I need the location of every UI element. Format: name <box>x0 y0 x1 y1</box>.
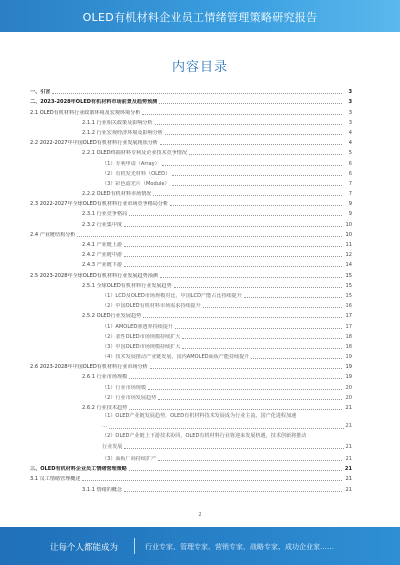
toc-leader-dots <box>153 195 342 196</box>
toc-page-number: 21 <box>345 486 352 493</box>
toc-page-number: 3 <box>348 109 352 116</box>
toc-entry-text: （2）OLED产业链上下游技术协同，OLED有机材料行业将迎来发展机遇，技术创新将推动 <box>102 433 307 440</box>
toc-leader-dots <box>124 226 342 227</box>
toc-entry-text: 2.3.1 行业竞争格局 <box>82 211 128 218</box>
toc-entry[interactable] <box>30 431 352 451</box>
report-footer <box>0 527 400 565</box>
toc-leader-dots <box>143 317 342 318</box>
toc-entry[interactable] <box>30 177 352 187</box>
toc-entry[interactable] <box>30 289 352 299</box>
toc-entry-text: 2.2.1 OLED终端材料专利及企业技术竞争情况 <box>82 150 187 157</box>
toc-entry[interactable] <box>30 472 352 482</box>
toc-entry[interactable] <box>30 167 352 177</box>
toc-page-number: 10 <box>345 221 352 228</box>
toc-entry-text: 2.6.1 行业市场规模 <box>82 374 128 381</box>
toc-leader-dots <box>129 409 342 410</box>
toc-leader-dots <box>182 338 342 339</box>
toc-page-number: 19 <box>345 354 352 361</box>
toc-entry[interactable] <box>30 452 352 462</box>
toc-entry[interactable] <box>30 411 352 431</box>
toc-entry[interactable] <box>30 380 352 390</box>
toc-leader-dots <box>129 215 342 216</box>
footer-divider <box>134 538 135 554</box>
toc-leader-dots <box>148 389 342 390</box>
toc-leader-dots <box>142 114 342 115</box>
toc-page-number: 21 <box>345 455 352 462</box>
toc-entry-text: 2.5.1 全球OLED有机材料行业发展趋势 <box>82 282 172 289</box>
toc-entry-text: （2）中国OLED有机材料市场需求持续提升 <box>102 303 201 310</box>
toc-entry-text: 2.4 产业链结构分析 <box>30 231 76 238</box>
toc-page-number: 21 <box>345 423 352 430</box>
toc-entry-text-continued: ... <box>102 423 107 430</box>
toc-leader-dots <box>174 287 342 288</box>
toc-entry[interactable] <box>30 156 352 166</box>
report-title: OLED有机材料企业员工情绪管理策略研究报告 <box>82 11 318 24</box>
toc-leader-dots <box>109 424 344 429</box>
toc-page-number: 18 <box>345 333 352 340</box>
toc-leader-dots <box>162 165 342 166</box>
toc-leader-dots <box>124 256 342 257</box>
toc-entry-text: 3.1.1 情绪的概念 <box>82 486 123 493</box>
toc-page-number: 11 <box>345 242 352 248</box>
toc-entry-text: 2.5.2 OLED行业发展趋势 <box>82 313 142 320</box>
toc-leader-dots <box>155 124 342 125</box>
toc-entry-text: 三、OLED有机材料企业员工情绪管理策略 <box>30 466 127 473</box>
toc-entry-text-continued: 行业发展 <box>102 443 123 450</box>
toc-entry-text: （3）面板厂商持续扩产 <box>102 455 157 462</box>
toc-entry-text: 2.4.3 产业链下游 <box>82 262 123 269</box>
toc-leader-dots <box>160 277 342 278</box>
footer-tagline: 行业专家、管理专家、营销专家、战略专家、成功企业家…… <box>145 543 334 551</box>
toc-page-number: 17 <box>345 313 352 320</box>
toc-page-number: 21 <box>345 443 352 450</box>
toc-entry-text: （2）行业市场发展趋势 <box>102 394 157 401</box>
toc-entry-text: 2.1.2 行业宏观经济环境及影响分析 <box>82 129 163 136</box>
toc-entry-text: 3.1 员工情绪管理概述 <box>30 476 81 483</box>
toc-entry[interactable] <box>30 238 352 248</box>
toc-entry[interactable] <box>30 116 352 126</box>
toc-entry[interactable] <box>30 268 352 278</box>
toc-page-number: 6 <box>348 160 352 167</box>
toc-page-number: 20 <box>345 384 352 391</box>
toc-entry-text: 2.3.2 行业集中度 <box>82 221 123 228</box>
toc-entry-text: 2.6 2023-2028年中国OLED有机材料行业市场分析 <box>30 364 148 371</box>
toc-entry-text: （1）行业市场规模 <box>102 384 146 391</box>
toc-entry[interactable] <box>30 319 352 329</box>
toc-page-number: 19 <box>345 374 352 381</box>
toc-page-number: 12 <box>345 252 352 259</box>
toc-leader-dots <box>129 470 342 471</box>
toc-page-number: 9 <box>348 201 352 208</box>
page-number: 2 <box>198 512 202 518</box>
toc-leader-dots <box>158 399 342 400</box>
toc-page-number: 3 <box>348 89 352 96</box>
toc-entry[interactable] <box>30 146 352 156</box>
toc-leader-dots <box>52 93 342 94</box>
toc-page-number: 21 <box>345 476 352 483</box>
toc-entry[interactable] <box>30 248 352 258</box>
toc-page-number: 6 <box>348 170 352 177</box>
toc-entry[interactable] <box>30 105 352 115</box>
toc-page-number: 4 <box>348 129 352 136</box>
toc-page-number: 7 <box>348 180 352 187</box>
toc-entry[interactable] <box>30 350 352 360</box>
toc-page-number: 9 <box>348 211 352 218</box>
toc-page-number: 15 <box>345 272 352 279</box>
toc-entry[interactable] <box>30 279 352 289</box>
toc-entry[interactable] <box>30 462 352 472</box>
toc-entry[interactable] <box>30 299 352 309</box>
toc-entry[interactable] <box>30 126 352 136</box>
toc-page-number: 14 <box>345 262 352 269</box>
toc-entry[interactable] <box>30 217 352 227</box>
toc-entry-text: （2）有机发光材料（OLED） <box>102 170 171 177</box>
toc-entry-text: 2.2 2022-2027年中国OLED有机材料行业发展现状分析 <box>30 140 158 147</box>
toc-entry[interactable] <box>30 340 352 350</box>
toc-page-number: 16 <box>345 303 352 310</box>
toc-page-number: 15 <box>345 282 352 289</box>
toc-leader-dots <box>124 491 342 492</box>
toc-page-number: 5 <box>348 150 352 157</box>
toc-entry[interactable] <box>30 370 352 380</box>
toc-entry[interactable] <box>30 187 352 197</box>
toc-entry-text: （3）彩色滤光片（Module） <box>102 180 170 187</box>
toc-leader-dots <box>251 358 342 359</box>
toc-leader-dots <box>175 328 342 329</box>
toc-page-number: 3 <box>348 119 352 126</box>
toc-leader-dots <box>82 480 342 481</box>
toc-entry-text: （4）技术发展推动产业链发展，国内AMOLED面板产能持续提升 <box>102 354 250 361</box>
toc-entry[interactable] <box>30 95 352 105</box>
toc-entry-text: 二、2023-2028年OLED有机材料市场前景及趋势预测 <box>30 99 158 106</box>
report-header <box>0 0 400 32</box>
toc-entry[interactable] <box>30 482 352 492</box>
toc-entry-text: 2.5 2023-2028年全球OLED有机材料行业发展趋势预测 <box>30 272 158 279</box>
toc-leader-dots <box>189 154 342 155</box>
toc-entry-text: 2.4.1 产业链上游 <box>82 242 123 248</box>
toc-leader-dots <box>160 144 342 145</box>
toc-leader-dots <box>170 205 342 206</box>
toc-leader-dots <box>77 236 342 237</box>
toc-entry[interactable] <box>30 309 352 319</box>
toc-leader-dots <box>124 444 343 449</box>
toc-entry-text: （1）AMOLED渗透率持续提升 <box>102 323 173 330</box>
toc-entry-text: 2.1 OLED有机材料行业政策环境及宏观环境分析 <box>30 109 141 116</box>
toc-entry[interactable] <box>30 391 352 401</box>
toc-entry-text: 2.4.2 产业链中游 <box>82 252 123 259</box>
toc-heading: 内容目录 <box>171 60 228 75</box>
toc-entry-text: （1）LCD及OLED市场规模对比，中国LCD产能占比持续提升 <box>102 292 242 299</box>
toc-entry-text: （3）中国OLED市场规模持续扩大 <box>102 343 181 350</box>
toc-page-number: 7 <box>348 191 352 198</box>
toc-leader-dots <box>172 185 342 186</box>
toc-entry[interactable] <box>30 197 352 207</box>
toc-leader-dots <box>158 460 342 461</box>
toc-page-number: 3 <box>348 99 352 106</box>
toc-leader-dots <box>124 246 342 247</box>
toc-entry-text: 一、引言 <box>30 89 51 96</box>
toc-entry-text: 2.1.1 行业相关政策及影响分析 <box>82 119 153 126</box>
toc-leader-dots <box>150 368 342 369</box>
toc-entry[interactable] <box>30 360 352 370</box>
toc-entry-text: 2.2.2 OLED有机材料市场情况 <box>82 191 152 198</box>
toc-leader-dots <box>182 348 342 349</box>
toc-page-number: 21 <box>345 405 352 411</box>
toc-entry-text: （1）OLED产业链发展趋势，OLED有机材料技术发展成为行业主流，国产化进程加速 <box>102 413 297 419</box>
toc-page-number: 15 <box>345 292 352 299</box>
toc-leader-dots <box>203 307 342 308</box>
toc-entry[interactable] <box>30 401 352 411</box>
toc-page-number: 4 <box>348 140 352 147</box>
toc-entry[interactable] <box>30 228 352 238</box>
toc-entry[interactable] <box>30 85 352 95</box>
toc-page-number: 20 <box>345 394 352 401</box>
toc-entry-text: 2.6.2 行业技术趋势 <box>82 405 128 411</box>
toc-page-number: 21 <box>344 466 352 473</box>
toc-entry-text: （1）专利申请（Array） <box>102 160 160 167</box>
toc-leader-dots <box>172 175 342 176</box>
toc-leader-dots <box>129 378 342 379</box>
toc-leader-dots <box>159 103 342 104</box>
footer-slogan: 让每个人都能成为 <box>50 543 119 553</box>
toc-entry[interactable] <box>30 330 352 340</box>
toc-entry-text: （2）柔性OLED市场规模持续扩大 <box>102 333 181 340</box>
toc-leader-dots <box>244 297 342 298</box>
toc-entry[interactable] <box>30 136 352 146</box>
table-of-contents <box>30 85 352 493</box>
toc-page-number: 18 <box>345 343 352 350</box>
toc-leader-dots <box>165 134 342 135</box>
toc-entry[interactable] <box>30 258 352 268</box>
toc-entry-text: 2.3 2022-2027年全球OLED有机材料行业市场竞争格局分析 <box>30 201 169 208</box>
toc-page-number: 17 <box>345 323 352 330</box>
toc-page-number: 10 <box>345 231 352 238</box>
toc-page-number: 19 <box>345 364 352 371</box>
toc-leader-dots <box>124 266 342 267</box>
toc-entry[interactable] <box>30 207 352 217</box>
